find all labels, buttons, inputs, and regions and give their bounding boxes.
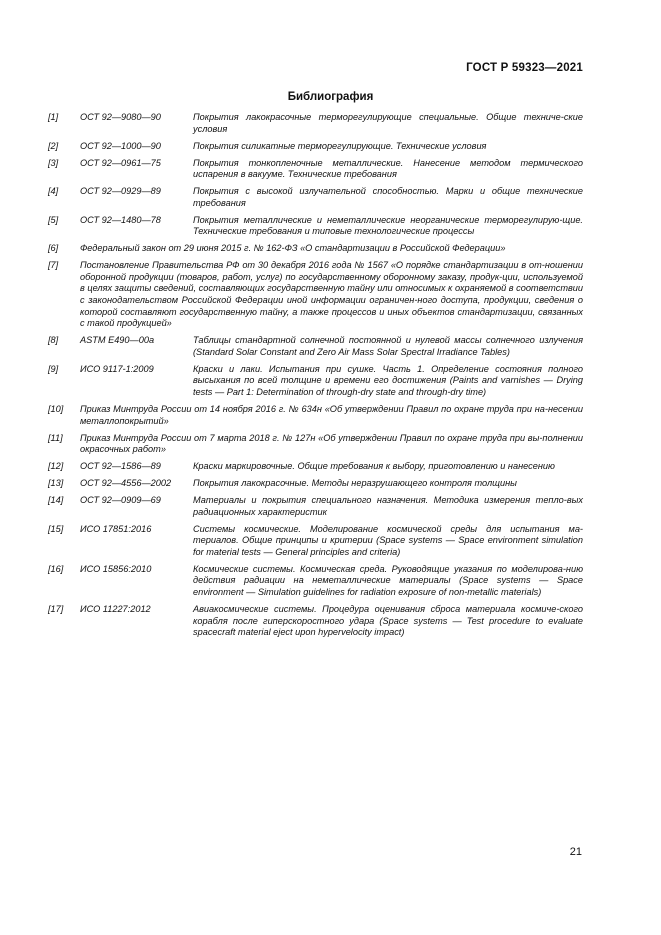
entry-number: [7] <box>48 260 59 271</box>
entry-number: [14] <box>48 495 64 506</box>
bibliography-entry <box>48 461 583 473</box>
entry-number: [16] <box>48 563 64 574</box>
bibliography-entry <box>48 158 583 181</box>
bibliography-list <box>48 112 583 644</box>
entry-number: [4] <box>48 186 59 197</box>
bibliography-entry <box>48 433 583 456</box>
entry-code: ОСТ 92—0929—89 <box>80 186 161 197</box>
entry-text: Постановление Правительства РФ от 30 декабря 2016 года № 1567 «О порядке стандартизации в от-ношении оборонной продукции (товаров, работ, услуг) по государственному оборонному заказу, продук-ции, используемой в целях защиты сведений, составляющих государственную тайну или относимых к охраняемой в соответствии с законодательством Российской Федерации иной информации ограничен-ного доступа, продукции, сведения о которой составляют государственную тайну, а также процессов и иных объектов стандартизации, связанных с такой продукцией» <box>80 260 583 329</box>
entry-code: ИСО 9117-1:2009 <box>80 363 154 374</box>
entry-number: [9] <box>48 363 59 374</box>
bibliography-entry <box>48 215 583 238</box>
entry-text: Покрытия лакокрасочные терморегулирующие специальные. Общие техниче-ские условия <box>193 112 583 134</box>
entry-number: [5] <box>48 214 59 225</box>
entry-number: [15] <box>48 523 64 534</box>
entry-code: ИСО 17851:2016 <box>80 523 152 534</box>
entry-code: ASTM E490—00a <box>80 335 155 346</box>
entry-number: [11] <box>48 432 63 443</box>
page-title: Библиография <box>287 91 374 103</box>
entry-code: ОСТ 92—1000—90 <box>80 140 161 151</box>
entry-number: [6] <box>48 243 59 254</box>
entry-text: Федеральный закон от 29 июня 2015 г. № 162-ФЗ «О стандартизации в Российской Федерации» <box>80 243 506 254</box>
bibliography-entry <box>48 364 583 399</box>
entry-code: ОСТ 92—1480—78 <box>80 214 161 225</box>
entry-number: [10] <box>48 403 64 414</box>
entry-text: Покрытия металлические и неметаллические неорганические терморегулирую-щие. Технические требования и типовые технологические процессы <box>193 214 583 237</box>
bibliography-entry <box>48 243 583 255</box>
bibliography-entry <box>48 604 583 639</box>
entry-text: Краски и лаки. Испытания при сушке. Часть 1. Определение состояния полного высыхания по всей толщине и времени его достижения (Paints and varnishes — Drying tests — Part 1: Determination of through-dry state and through-dry time) <box>193 363 583 397</box>
entry-number: [1] <box>48 112 59 122</box>
page-number: 21 <box>569 846 582 858</box>
bibliography-entry <box>48 141 583 153</box>
bibliography-entry <box>48 404 583 427</box>
bibliography-entry <box>48 112 583 135</box>
entry-text: Системы космические. Моделирование космической среды для испытания ма-териалов. Общие принципы и критерии (Space systems — Space environment simulation for material tests — General principles and criteria) <box>193 523 583 557</box>
entry-text: Материалы и покрытия специального назначения. Методика измерения тепло-вых радиационных характеристик <box>193 495 583 517</box>
entry-text: Авиакосмические системы. Процедура оценивания сброса материала космиче-ского корабля после гиперскоростного удара (Space systems — Test procedure to evaluate spacecraft material eject upon hypervelocity impact) <box>193 604 583 638</box>
entry-text: Космические системы. Космическая среда. Руководящие указания по моделирова-нию действия радиации на неметаллические материалы (Space systems — Space environment — Simulation guidelines for radiation exposure of non-metallic materials) <box>193 563 583 598</box>
entry-text: Покрытия лакокрасочные. Методы неразрушающего контроля толщины <box>193 478 517 489</box>
entry-text: Таблицы стандартной солнечной постоянной и нулевой массы солнечного излучения (Standard Solar Constant and Zero Air Mass Solar Spectral Irradiance Tables) <box>193 335 583 357</box>
entry-text: Покрытия тонкопленочные металлические. Нанесение методом термического испарения в вакууме. Технические требования <box>193 157 583 180</box>
entry-text: Покрытия силикатные терморегулирующие. Технические условия <box>193 140 487 151</box>
entry-code: ОСТ 92—0961—75 <box>80 157 161 168</box>
entry-text: Приказ Минтруда России от 7 марта 2018 г. № 127н «Об утверждении Правил по охране труда при вы-полнении окрасочных работ» <box>80 432 583 455</box>
bibliography-entry <box>48 524 583 559</box>
entry-code: ОСТ 92—4556—2002 <box>80 478 172 489</box>
bibliography-entry <box>48 495 583 518</box>
entry-code: ИСО 15856:2010 <box>80 563 152 574</box>
bibliography-entry <box>48 186 583 209</box>
entry-text: Покрытия с высокой излучательной способностью. Марки и общие технические требования <box>193 186 583 208</box>
document-header-standard: ГОСТ Р 59323—2021 <box>466 62 583 74</box>
entry-number: [2] <box>48 140 59 151</box>
bibliography-entry <box>48 260 583 330</box>
entry-text: Краски маркировочные. Общие требования к выбору, приготовлению и нанесению <box>193 461 555 472</box>
entry-code: ОСТ 92—0909—69 <box>80 495 161 506</box>
bibliography-entry <box>48 478 583 490</box>
entry-number: [8] <box>48 335 59 346</box>
entry-code: ОСТ 92—1586—89 <box>80 461 161 472</box>
entry-text: Приказ Минтруда России от 14 ноября 2016 г. № 634н «Об утверждении Правил по охране труда при на-несении металлопокрытий» <box>80 403 583 426</box>
entry-code: ОСТ 92—9080—90 <box>80 112 161 122</box>
entry-number: [12] <box>48 461 64 472</box>
bibliography-entry <box>48 335 583 358</box>
entry-number: [13] <box>48 478 64 489</box>
bibliography-entry <box>48 564 583 599</box>
entry-number: [3] <box>48 157 59 168</box>
entry-number: [17] <box>48 604 64 615</box>
entry-code: ИСО 11227:2012 <box>80 604 151 615</box>
